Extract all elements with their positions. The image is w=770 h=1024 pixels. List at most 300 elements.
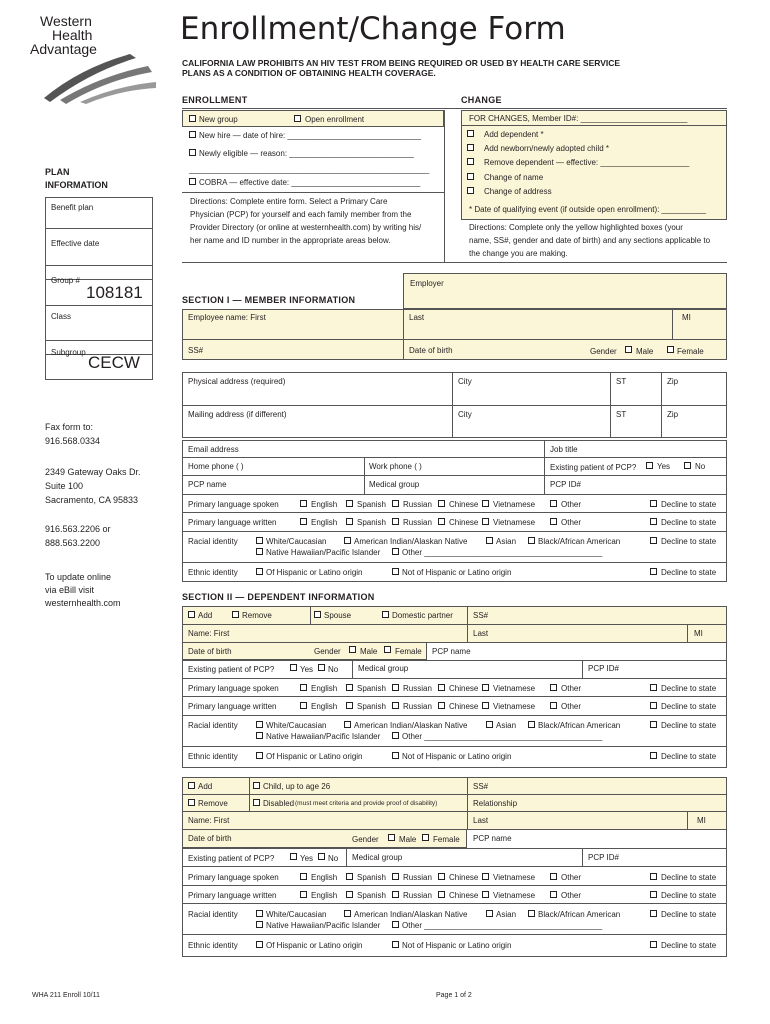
dep1-race-black-label: Black/African American bbox=[538, 721, 621, 730]
dep2-gender-label: Gender bbox=[352, 835, 379, 844]
member-written-chinese-label: Chinese bbox=[449, 518, 479, 527]
dep2-male-label: Male bbox=[399, 835, 417, 844]
city-label: City bbox=[458, 377, 472, 386]
phone-line-2: 888.563.2200 bbox=[45, 538, 101, 548]
dep2-not-hispanic-label: Not of Hispanic or Latino origin bbox=[402, 941, 512, 950]
dep1-spoken-other-checkbox[interactable] bbox=[550, 684, 557, 691]
dep1-spoken-chinese-checkbox[interactable] bbox=[438, 684, 445, 691]
gender-label: Gender bbox=[590, 347, 617, 356]
open-enrollment-checkbox[interactable] bbox=[294, 115, 301, 122]
dep1-mi-label: MI bbox=[694, 629, 703, 638]
subgroup-value[interactable]: CECW bbox=[88, 353, 140, 372]
dep2-disabled-checkbox[interactable] bbox=[253, 799, 260, 806]
dep2-child-checkbox[interactable] bbox=[253, 782, 260, 789]
member-not-hispanic-label: Not of Hispanic or Latino origin bbox=[402, 568, 512, 577]
plan-heading-2: INFORMATION bbox=[45, 180, 108, 190]
dep2-relationship-label: Relationship bbox=[473, 799, 518, 808]
logo-line-2: Health bbox=[52, 27, 93, 43]
dep2-race-american_indian-checkbox[interactable] bbox=[344, 910, 351, 917]
dep2-race-hawaiian-label: Native Hawaiian/Pacific Islander bbox=[266, 921, 381, 930]
newly-eligible-checkbox[interactable] bbox=[189, 149, 196, 156]
dep1-written-chinese-checkbox[interactable] bbox=[438, 702, 445, 709]
member-race-black-checkbox[interactable] bbox=[528, 537, 535, 544]
dep1-spoken-spanish-label: Spanish bbox=[357, 684, 386, 693]
member-written-english-checkbox[interactable] bbox=[300, 518, 307, 525]
zip-label: Zip bbox=[667, 377, 679, 386]
dep2-spoken-english-label: English bbox=[311, 873, 338, 882]
new-group-label: New group bbox=[199, 115, 238, 124]
dep1-male-checkbox[interactable] bbox=[349, 646, 356, 653]
dep2-ssn-label: SS# bbox=[473, 782, 489, 791]
dep1-last-label: Last bbox=[473, 629, 489, 638]
dep1-hispanic-checkbox[interactable] bbox=[256, 752, 263, 759]
address-line-3: Sacramento, CA 95833 bbox=[45, 495, 139, 505]
member-spoken-spanish-label: Spanish bbox=[357, 500, 386, 509]
dep2-spoken-other-checkbox[interactable] bbox=[550, 873, 557, 880]
dep1-race-white-checkbox[interactable] bbox=[256, 721, 263, 728]
dep1-pcp-no-checkbox[interactable] bbox=[318, 664, 325, 671]
subgroup-label: Subgroup bbox=[51, 348, 86, 357]
work-phone-label: Work phone ( ) bbox=[369, 462, 422, 471]
member-written-russian-label: Russian bbox=[403, 518, 432, 527]
fax-number: 916.568.0334 bbox=[45, 436, 101, 446]
change-directions-2: name, SS#, gender and date of birth) and any sections applicable to bbox=[469, 236, 711, 245]
dep1-written-spanish-checkbox[interactable] bbox=[346, 702, 353, 709]
add-newborn-checkbox[interactable] bbox=[467, 144, 474, 151]
phone-line-1: 916.563.2206 or bbox=[45, 524, 111, 534]
effective-date-label: Effective date bbox=[51, 239, 100, 248]
dob-label: Date of birth bbox=[409, 346, 453, 355]
dep2-child-label: Child, up to age 26 bbox=[263, 782, 331, 791]
dep1-not-hispanic-checkbox[interactable] bbox=[392, 752, 399, 759]
dep1-race-decline-checkbox[interactable] bbox=[650, 721, 657, 728]
dep2-spoken-vietnamese-checkbox[interactable] bbox=[482, 873, 489, 880]
section-1-heading: SECTION I — MEMBER INFORMATION bbox=[182, 295, 356, 305]
member-written-other-checkbox[interactable] bbox=[550, 518, 557, 525]
existing-pcp-yes-checkbox[interactable] bbox=[646, 462, 653, 469]
dep1-spouse-checkbox[interactable] bbox=[314, 611, 321, 618]
female-label: Female bbox=[677, 347, 704, 356]
dep2-pcp-yes-checkbox[interactable] bbox=[290, 853, 297, 860]
dep1-hispanic-label: Of Hispanic or Latino origin bbox=[266, 752, 363, 761]
member-spoken-vietnamese-checkbox[interactable] bbox=[482, 500, 489, 507]
dep1-medical-group-label: Medical group bbox=[358, 664, 409, 673]
logo bbox=[28, 14, 158, 104]
logo-line-1: Western bbox=[40, 13, 92, 29]
dep1-ethnic-decline-label: Decline to state bbox=[661, 752, 717, 761]
dep2-written-decline-checkbox[interactable] bbox=[650, 891, 657, 898]
member-written-vietnamese-label: Vietnamese bbox=[493, 518, 536, 527]
member-spoken-other-checkbox[interactable] bbox=[550, 500, 557, 507]
dep1-written-vietnamese-label: Vietnamese bbox=[493, 702, 536, 711]
mailing-zip-label: Zip bbox=[667, 410, 679, 419]
dep2-ethnic-label: Ethnic identity bbox=[188, 941, 238, 950]
dep1-written-vietnamese-checkbox[interactable] bbox=[482, 702, 489, 709]
dep2-ethnic-decline-checkbox[interactable] bbox=[650, 941, 657, 948]
dep2-race-asian-label: Asian bbox=[496, 910, 517, 919]
dep1-written-english-label: English bbox=[311, 702, 338, 711]
new-hire-checkbox[interactable] bbox=[189, 131, 196, 138]
dep2-written-chinese-label: Chinese bbox=[449, 891, 479, 900]
dep1-race-other-checkbox[interactable] bbox=[392, 732, 399, 739]
dep2-spoken-russian-checkbox[interactable] bbox=[392, 873, 399, 880]
dep1-written-decline-label: Decline to state bbox=[661, 702, 717, 711]
benefit-plan-label: Benefit plan bbox=[51, 203, 94, 212]
member-written-spanish-checkbox[interactable] bbox=[346, 518, 353, 525]
member-written-russian-checkbox[interactable] bbox=[392, 518, 399, 525]
dep2-spoken-spanish-label: Spanish bbox=[357, 873, 386, 882]
cobra-label: COBRA — effective date: _____________________________ bbox=[199, 178, 421, 187]
dep2-hispanic-label: Of Hispanic or Latino origin bbox=[266, 941, 363, 950]
dep1-first-label: Name: First bbox=[188, 629, 230, 638]
dep2-disabled-note: (must meet criteria and provide proof of disability) bbox=[295, 800, 438, 807]
open-enrollment-label: Open enrollment bbox=[305, 115, 365, 124]
employer-label: Employer bbox=[410, 279, 444, 288]
member-language-spoken-label: Primary language spoken bbox=[188, 500, 279, 509]
member-written-spanish-label: Spanish bbox=[357, 518, 386, 527]
member-written-chinese-checkbox[interactable] bbox=[438, 518, 445, 525]
section-2-heading: SECTION II — DEPENDENT INFORMATION bbox=[182, 592, 375, 602]
dep2-not-hispanic-checkbox[interactable] bbox=[392, 941, 399, 948]
dep1-female-label: Female bbox=[395, 647, 422, 656]
dep2-written-english-checkbox[interactable] bbox=[300, 891, 307, 898]
dep1-spoken-chinese-label: Chinese bbox=[449, 684, 479, 693]
dep2-race-decline-checkbox[interactable] bbox=[650, 910, 657, 917]
dep1-gender-label: Gender bbox=[314, 647, 341, 656]
address-line-1: 2349 Gateway Oaks Dr. bbox=[45, 467, 141, 477]
dep1-written-other-checkbox[interactable] bbox=[550, 702, 557, 709]
update-line-1: To update online bbox=[45, 572, 112, 582]
dep2-written-vietnamese-label: Vietnamese bbox=[493, 891, 536, 900]
dep2-spoken-chinese-label: Chinese bbox=[449, 873, 479, 882]
dep1-existing-pcp-label: Existing patient of PCP? bbox=[188, 665, 275, 674]
dep1-spoken-russian-checkbox[interactable] bbox=[392, 684, 399, 691]
female-checkbox[interactable] bbox=[667, 346, 674, 353]
dep2-hispanic-checkbox[interactable] bbox=[256, 941, 263, 948]
member-spoken-vietnamese-label: Vietnamese bbox=[493, 500, 536, 509]
member-written-vietnamese-checkbox[interactable] bbox=[482, 518, 489, 525]
remove-dependent-checkbox[interactable] bbox=[467, 158, 474, 165]
dep1-domestic-label: Domestic partner bbox=[392, 611, 453, 620]
dep2-language-spoken-label: Primary language spoken bbox=[188, 873, 279, 882]
dep2-written-chinese-checkbox[interactable] bbox=[438, 891, 445, 898]
qualifying-event-label: * Date of qualifying event (if outside open enrollment): __________ bbox=[469, 205, 707, 214]
dep2-spoken-spanish-checkbox[interactable] bbox=[346, 873, 353, 880]
dep1-female-checkbox[interactable] bbox=[384, 646, 391, 653]
dep2-race-other-label: Other ________________________________________ bbox=[402, 921, 603, 930]
existing-pcp-label: Existing patient of PCP? bbox=[550, 463, 637, 472]
male-checkbox[interactable] bbox=[625, 346, 632, 353]
cobra-checkbox[interactable] bbox=[189, 178, 196, 185]
member-written-english-label: English bbox=[311, 518, 338, 527]
dep1-written-chinese-label: Chinese bbox=[449, 702, 479, 711]
dep2-spoken-decline-checkbox[interactable] bbox=[650, 873, 657, 880]
dep2-existing-pcp-label: Existing patient of PCP? bbox=[188, 854, 275, 863]
member-spoken-russian-label: Russian bbox=[403, 500, 432, 509]
dep2-male-checkbox[interactable] bbox=[388, 834, 395, 841]
change-heading: CHANGE bbox=[461, 95, 502, 105]
dep1-remove-checkbox[interactable] bbox=[232, 611, 239, 618]
physical-address-label: Physical address (required) bbox=[188, 377, 286, 386]
dep1-spoken-russian-label: Russian bbox=[403, 684, 432, 693]
dep2-pcp-id-label: PCP ID# bbox=[588, 853, 619, 862]
dep2-written-spanish-label: Spanish bbox=[357, 891, 386, 900]
dep1-race-asian-label: Asian bbox=[496, 721, 517, 730]
dep2-last-label: Last bbox=[473, 816, 489, 825]
member-not-hispanic-checkbox[interactable] bbox=[392, 568, 399, 575]
dep2-race-hawaiian-checkbox[interactable] bbox=[256, 921, 263, 928]
member-race-asian-checkbox[interactable] bbox=[486, 537, 493, 544]
dep2-race-black-checkbox[interactable] bbox=[528, 910, 535, 917]
member-spoken-chinese-label: Chinese bbox=[449, 500, 479, 509]
dep1-domestic-checkbox[interactable] bbox=[382, 611, 389, 618]
dep1-pcp-yes-checkbox[interactable] bbox=[290, 664, 297, 671]
newly-eligible-label: Newly eligible — reason: ____________________________ bbox=[199, 149, 414, 158]
dep1-race-decline-label: Decline to state bbox=[661, 721, 717, 730]
dep1-dob-label: Date of birth bbox=[188, 647, 232, 656]
dep2-first-label: Name: First bbox=[188, 816, 230, 825]
dep2-add-label: Add bbox=[198, 782, 213, 791]
dep1-add-checkbox[interactable] bbox=[188, 611, 195, 618]
member-race-asian-label: Asian bbox=[496, 537, 517, 546]
dep2-mi-label: MI bbox=[697, 816, 706, 825]
member-id-label: FOR CHANGES, Member ID#: ________________________ bbox=[469, 114, 688, 123]
dep1-written-russian-label: Russian bbox=[403, 702, 432, 711]
member-written-decline-label: Decline to state bbox=[661, 518, 717, 527]
member-spoken-decline-label: Decline to state bbox=[661, 500, 717, 509]
dep2-race-american_indian-label: American Indian/Alaskan Native bbox=[354, 910, 468, 919]
dep1-ssn-label: SS# bbox=[473, 611, 489, 620]
dep2-racial-label: Racial identity bbox=[188, 910, 238, 919]
dep1-add-label: Add bbox=[198, 611, 213, 620]
dep2-written-vietnamese-checkbox[interactable] bbox=[482, 891, 489, 898]
dep2-written-spanish-checkbox[interactable] bbox=[346, 891, 353, 898]
mailing-st-label: ST bbox=[616, 410, 627, 419]
dep1-spoken-vietnamese-checkbox[interactable] bbox=[482, 684, 489, 691]
member-language-written-label: Primary language written bbox=[188, 518, 277, 527]
dep1-pcp-yes-label: Yes bbox=[300, 665, 314, 674]
footer-page-number: Page 1 of 2 bbox=[436, 992, 472, 999]
dep2-pcp-yes-label: Yes bbox=[300, 854, 314, 863]
dep2-pcp-no-label: No bbox=[328, 854, 339, 863]
dep2-spoken-other-label: Other bbox=[561, 873, 582, 882]
dep2-race-white-label: White/Caucasian bbox=[266, 910, 327, 919]
dep1-written-decline-checkbox[interactable] bbox=[650, 702, 657, 709]
dep2-race-white-checkbox[interactable] bbox=[256, 910, 263, 917]
dep2-medical-group-label: Medical group bbox=[352, 853, 403, 862]
dep1-ethnic-decline-checkbox[interactable] bbox=[650, 752, 657, 759]
dep2-race-decline-label: Decline to state bbox=[661, 910, 717, 919]
change-name-checkbox[interactable] bbox=[467, 173, 474, 180]
dep2-remove-label: Remove bbox=[198, 799, 228, 808]
dep2-language-written-label: Primary language written bbox=[188, 891, 277, 900]
home-phone-label: Home phone ( ) bbox=[188, 462, 244, 471]
group-value[interactable]: 108181 bbox=[86, 283, 143, 302]
add-dependent-label: Add dependent * bbox=[484, 130, 544, 139]
add-newborn-label: Add newborn/newly adopted child * bbox=[484, 144, 609, 153]
change-address-label: Change of address bbox=[484, 187, 552, 196]
dep1-race-hawaiian-label: Native Hawaiian/Pacific Islander bbox=[266, 732, 381, 741]
email-label: Email address bbox=[188, 445, 239, 454]
change-name-label: Change of name bbox=[484, 173, 544, 182]
member-race-black-label: Black/African American bbox=[538, 537, 621, 546]
dep1-race-american_indian-label: American Indian/Alaskan Native bbox=[354, 721, 468, 730]
member-race-decline-checkbox[interactable] bbox=[650, 537, 657, 544]
existing-pcp-no-label: No bbox=[695, 462, 706, 471]
dep1-spouse-label: Spouse bbox=[324, 611, 352, 620]
dep2-pcp-no-checkbox[interactable] bbox=[318, 853, 325, 860]
dep1-spoken-decline-label: Decline to state bbox=[661, 684, 717, 693]
existing-pcp-yes-label: Yes bbox=[657, 462, 671, 471]
medical-group-label: Medical group bbox=[369, 480, 420, 489]
member-race-white-label: White/Caucasian bbox=[266, 537, 327, 546]
dep2-written-english-label: English bbox=[311, 891, 338, 900]
dep1-remove-label: Remove bbox=[242, 611, 272, 620]
member-race-hawaiian-label: Native Hawaiian/Pacific Islander bbox=[266, 548, 381, 557]
member-race-other-checkbox[interactable] bbox=[392, 548, 399, 555]
member-spoken-decline-checkbox[interactable] bbox=[650, 500, 657, 507]
dep2-written-russian-checkbox[interactable] bbox=[392, 891, 399, 898]
new-hire-label: New hire — date of hire: ______________________________ bbox=[199, 131, 421, 140]
dep2-spoken-english-checkbox[interactable] bbox=[300, 873, 307, 880]
dep1-male-label: Male bbox=[360, 647, 378, 656]
employee-mi-label: MI bbox=[682, 313, 691, 322]
class-label: Class bbox=[51, 312, 72, 321]
dep1-written-other-label: Other bbox=[561, 702, 582, 711]
employee-last-label: Last bbox=[409, 313, 425, 322]
dep1-race-asian-checkbox[interactable] bbox=[486, 721, 493, 728]
dep1-spoken-english-checkbox[interactable] bbox=[300, 684, 307, 691]
dep1-spoken-spanish-checkbox[interactable] bbox=[346, 684, 353, 691]
dep2-female-label: Female bbox=[433, 835, 460, 844]
add-dependent-checkbox[interactable] bbox=[467, 130, 474, 137]
member-hispanic-label: Of Hispanic or Latino origin bbox=[266, 568, 363, 577]
dep1-pcp-name-label: PCP name bbox=[432, 647, 471, 656]
dep1-race-hawaiian-checkbox[interactable] bbox=[256, 732, 263, 739]
member-spoken-other-label: Other bbox=[561, 500, 582, 509]
member-race-white-checkbox[interactable] bbox=[256, 537, 263, 544]
fax-label: Fax form to: bbox=[45, 422, 94, 432]
hiv-notice-line-1: CALIFORNIA LAW PROHIBITS AN HIV TEST FROM BEING REQUIRED OR USED BY HEALTH CARE SERVICE bbox=[182, 58, 621, 68]
dep2-remove-checkbox[interactable] bbox=[188, 799, 195, 806]
member-race-american_indian-label: American Indian/Alaskan Native bbox=[354, 537, 468, 546]
dep2-race-black-label: Black/African American bbox=[538, 910, 621, 919]
enrollment-directions-3: Provider Directory (or online at westernhealth.com) by writing his/ bbox=[190, 223, 422, 232]
dep2-female-checkbox[interactable] bbox=[422, 834, 429, 841]
dep1-ethnic-label: Ethnic identity bbox=[188, 752, 238, 761]
employer-field[interactable] bbox=[403, 273, 727, 309]
group-label: Group # bbox=[51, 276, 80, 285]
member-race-hawaiian-checkbox[interactable] bbox=[256, 548, 263, 555]
dep2-race-asian-checkbox[interactable] bbox=[486, 910, 493, 917]
member-race-decline-label: Decline to state bbox=[661, 537, 717, 546]
update-line-3: westernhealth.com bbox=[45, 598, 121, 608]
member-spoken-spanish-checkbox[interactable] bbox=[346, 500, 353, 507]
dep1-written-russian-checkbox[interactable] bbox=[392, 702, 399, 709]
enrollment-directions-4: her name and ID number in the appropriate areas below. bbox=[190, 236, 391, 245]
dep1-written-english-checkbox[interactable] bbox=[300, 702, 307, 709]
dep1-pcp-no-label: No bbox=[328, 665, 339, 674]
dep2-written-russian-label: Russian bbox=[403, 891, 432, 900]
dep1-spoken-english-label: English bbox=[311, 684, 338, 693]
address-line-2: Suite 100 bbox=[45, 481, 84, 491]
dep1-race-other-label: Other ________________________________________ bbox=[402, 732, 603, 741]
dep1-not-hispanic-label: Not of Hispanic or Latino origin bbox=[402, 752, 512, 761]
dep1-written-spanish-label: Spanish bbox=[357, 702, 386, 711]
mailing-city-label: City bbox=[458, 410, 472, 419]
dep2-written-other-checkbox[interactable] bbox=[550, 891, 557, 898]
ssn-label: SS# bbox=[188, 346, 204, 355]
logo-swoosh-icon bbox=[40, 48, 158, 104]
dep2-spoken-russian-label: Russian bbox=[403, 873, 432, 882]
hiv-notice-line-2: PLANS AS A CONDITION OF OBTAINING HEALTH COVERAGE. bbox=[182, 68, 436, 78]
member-written-other-label: Other bbox=[561, 518, 582, 527]
member-racial-label: Racial identity bbox=[188, 537, 238, 546]
dep1-race-black-checkbox[interactable] bbox=[528, 721, 535, 728]
logo-line-3: Advantage bbox=[30, 41, 97, 57]
dep1-language-written-label: Primary language written bbox=[188, 702, 277, 711]
member-spoken-chinese-checkbox[interactable] bbox=[438, 500, 445, 507]
male-label: Male bbox=[636, 347, 654, 356]
dep2-written-other-label: Other bbox=[561, 891, 582, 900]
dep1-race-american_indian-checkbox[interactable] bbox=[344, 721, 351, 728]
plan-heading-1: PLAN bbox=[45, 167, 70, 177]
dep1-spoken-vietnamese-label: Vietnamese bbox=[493, 684, 536, 693]
footer-form-code: WHA 211 Enroll 10/11 bbox=[32, 992, 100, 999]
update-line-2: via eBill visit bbox=[45, 585, 95, 595]
newly-eligible-line-2: ______________________________________________________ bbox=[189, 165, 430, 174]
dep2-add-checkbox[interactable] bbox=[188, 782, 195, 789]
dep1-racial-label: Racial identity bbox=[188, 721, 238, 730]
remove-dependent-label: Remove dependent — effective: ____________________ bbox=[484, 158, 690, 167]
change-directions-3: the change you are making. bbox=[469, 249, 568, 258]
existing-pcp-no-checkbox[interactable] bbox=[684, 462, 691, 469]
member-ethnic-decline-checkbox[interactable] bbox=[650, 568, 657, 575]
pcp-name-label: PCP name bbox=[188, 480, 227, 489]
member-hispanic-checkbox[interactable] bbox=[256, 568, 263, 575]
member-ethnic-label: Ethnic identity bbox=[188, 568, 238, 577]
dep2-spoken-chinese-checkbox[interactable] bbox=[438, 873, 445, 880]
dep2-written-decline-label: Decline to state bbox=[661, 891, 717, 900]
job-title-label: Job title bbox=[550, 445, 578, 454]
enrollment-heading: ENROLLMENT bbox=[182, 95, 248, 105]
dep1-spoken-decline-checkbox[interactable] bbox=[650, 684, 657, 691]
dep2-ethnic-decline-label: Decline to state bbox=[661, 941, 717, 950]
enrollment-directions-1: Directions: Complete entire form. Select a Primary Care bbox=[190, 197, 388, 206]
member-written-decline-checkbox[interactable] bbox=[650, 518, 657, 525]
change-address-checkbox[interactable] bbox=[467, 187, 474, 194]
page-title: Enrollment/Change Form bbox=[180, 11, 566, 47]
dep2-race-other-checkbox[interactable] bbox=[392, 921, 399, 928]
dep1-language-spoken-label: Primary language spoken bbox=[188, 684, 279, 693]
pcp-id-label: PCP ID# bbox=[550, 480, 581, 489]
dep2-spoken-decline-label: Decline to state bbox=[661, 873, 717, 882]
member-race-american_indian-checkbox[interactable] bbox=[344, 537, 351, 544]
change-directions-1: Directions: Complete only the yellow highlighted boxes (your bbox=[469, 223, 683, 232]
new-group-checkbox[interactable] bbox=[189, 115, 196, 122]
member-spoken-english-checkbox[interactable] bbox=[300, 500, 307, 507]
member-ethnic-decline-label: Decline to state bbox=[661, 568, 717, 577]
dep2-pcp-name-label: PCP name bbox=[473, 834, 512, 843]
dep2-disabled-label: Disabled bbox=[263, 799, 295, 808]
member-spoken-russian-checkbox[interactable] bbox=[392, 500, 399, 507]
dep1-pcp-id-label: PCP ID# bbox=[588, 664, 619, 673]
member-spoken-english-label: English bbox=[311, 500, 338, 509]
dep1-race-white-label: White/Caucasian bbox=[266, 721, 327, 730]
member-race-other-label: Other ________________________________________ bbox=[402, 548, 603, 557]
dep1-spoken-other-label: Other bbox=[561, 684, 582, 693]
dep2-dob-label: Date of birth bbox=[188, 834, 232, 843]
